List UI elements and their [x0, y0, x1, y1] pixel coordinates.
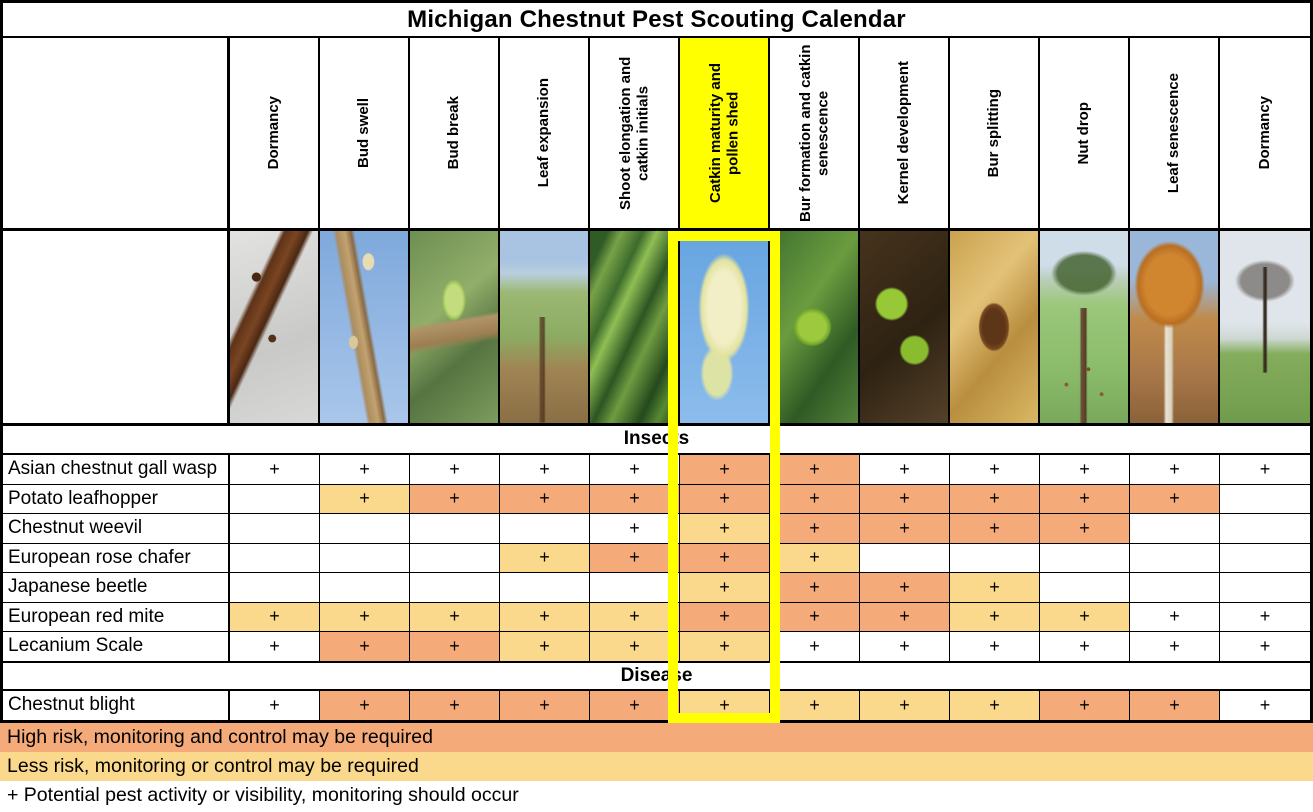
plus-mark: + — [449, 458, 460, 479]
plus-mark: + — [449, 635, 460, 656]
risk-cell-high — [860, 573, 950, 602]
risk-cell-high — [410, 632, 500, 661]
risk-cell-none — [1130, 544, 1220, 573]
risk-cell-less — [320, 485, 410, 514]
plus-mark: + — [1079, 694, 1090, 715]
stage-header-label: Kernel development — [895, 61, 913, 205]
risk-cell-high — [770, 603, 860, 632]
plus-mark: + — [539, 458, 550, 479]
plus-mark: + — [1259, 458, 1271, 479]
pest-row-label: Chestnut weevil — [3, 514, 230, 543]
risk-legend — [0, 723, 1313, 810]
risk-cell-potential — [1220, 603, 1310, 632]
risk-cell-potential — [1130, 603, 1220, 632]
risk-cell-high — [770, 485, 860, 514]
photo-cell — [770, 231, 860, 423]
pest-row-asian-chestnut-gall-wasp — [3, 455, 1310, 485]
section-header-insects: Insects — [3, 426, 1310, 455]
plus-mark: + — [809, 458, 820, 479]
stage-header-label: Nut drop — [1075, 101, 1093, 165]
risk-cell-less — [860, 691, 950, 721]
risk-cell-potential — [590, 455, 680, 484]
risk-cell-none — [1040, 573, 1130, 602]
plus-mark: + — [359, 606, 370, 627]
risk-cell-less — [950, 691, 1040, 721]
plus-mark: + — [899, 576, 910, 597]
plus-mark: + — [899, 635, 910, 656]
risk-cell-none — [410, 514, 500, 543]
plus-mark: + — [629, 458, 640, 479]
plus-mark: + — [719, 517, 730, 538]
bud-swell-twig-photo — [320, 231, 408, 423]
pest-row-potato-leafhopper — [3, 485, 1310, 515]
risk-cell-less — [770, 544, 860, 573]
plus-mark: + — [359, 488, 370, 509]
stage-header-label: Leaf senescence — [1165, 72, 1183, 194]
risk-cell-none — [950, 544, 1040, 573]
risk-cell-high — [680, 485, 770, 514]
risk-cell-potential — [410, 455, 500, 484]
risk-cell-potential — [1040, 632, 1130, 661]
plus-mark: + — [449, 606, 460, 627]
risk-cell-none — [1040, 544, 1130, 573]
dormant-twig-photo — [230, 231, 318, 423]
risk-cell-potential — [500, 455, 590, 484]
risk-cell-potential — [1220, 455, 1310, 484]
legend-row-high: High risk, monitoring and control may be required — [0, 723, 1313, 752]
plus-mark: + — [899, 458, 910, 479]
stage-header-label: Shoot elongation and catkin initials — [616, 56, 651, 210]
photo-cell — [320, 231, 410, 423]
risk-cell-less — [500, 632, 590, 661]
plus-mark: + — [1079, 458, 1090, 479]
photo-row-spacer-cell — [3, 231, 230, 423]
risk-cell-less — [950, 573, 1040, 602]
risk-cell-less — [590, 632, 680, 661]
pest-row-label: Chestnut blight — [3, 691, 230, 721]
plus-mark: + — [899, 488, 910, 509]
plus-mark: + — [719, 606, 730, 627]
plus-mark: + — [1259, 635, 1271, 656]
plus-mark: + — [539, 694, 550, 715]
photo-cell — [680, 231, 770, 423]
risk-cell-potential — [320, 455, 410, 484]
plus-mark: + — [629, 517, 640, 538]
calendar-title: Michigan Chestnut Pest Scouting Calendar — [3, 3, 1310, 38]
risk-cell-potential — [230, 691, 320, 721]
plus-mark: + — [1079, 606, 1090, 627]
risk-cell-less — [680, 632, 770, 661]
autumn-orchard-tree-photo — [1130, 231, 1218, 423]
plus-mark: + — [269, 635, 280, 656]
photo-cell — [950, 231, 1040, 423]
risk-cell-less — [950, 603, 1040, 632]
stage-header-bud-break — [410, 38, 500, 228]
risk-cell-less — [1040, 603, 1130, 632]
risk-cell-potential — [770, 632, 860, 661]
green-bur-with-leaves-photo — [770, 231, 858, 423]
plus-mark: + — [629, 547, 640, 568]
risk-cell-less — [770, 691, 860, 721]
plus-mark: + — [1169, 694, 1180, 715]
section-header-disease: Disease — [3, 662, 1310, 691]
pest-row-european-rose-chafer — [3, 544, 1310, 574]
plus-mark: + — [809, 576, 820, 597]
risk-cell-potential — [860, 632, 950, 661]
catkin-bloom-photo — [680, 231, 768, 423]
photo-cell — [590, 231, 680, 423]
risk-cell-high — [1040, 514, 1130, 543]
stage-header-label: Leaf expansion — [535, 78, 553, 188]
plus-mark: + — [809, 606, 820, 627]
risk-cell-potential — [590, 514, 680, 543]
risk-cell-high — [1040, 691, 1130, 721]
risk-cell-none — [230, 485, 320, 514]
risk-cell-none — [230, 514, 320, 543]
plus-mark: + — [1169, 488, 1180, 509]
risk-cell-none — [320, 544, 410, 573]
plus-mark: + — [539, 488, 550, 509]
plus-mark: + — [629, 694, 640, 715]
risk-cell-potential — [950, 455, 1040, 484]
plus-mark: + — [1169, 635, 1180, 656]
risk-cell-high — [320, 632, 410, 661]
pest-row-label: Japanese beetle — [3, 573, 230, 602]
risk-cell-less — [500, 544, 590, 573]
plus-mark: + — [1079, 635, 1090, 656]
plus-mark: + — [359, 458, 370, 479]
plus-mark: + — [359, 694, 370, 715]
plus-mark: + — [1169, 606, 1180, 627]
pest-row-label: European red mite — [3, 603, 230, 632]
photo-cell — [500, 231, 590, 423]
stage-header-label: Dormancy — [265, 96, 283, 170]
photo-cell — [860, 231, 950, 423]
risk-cell-high — [500, 485, 590, 514]
plus-mark: + — [719, 635, 730, 656]
plus-mark: + — [899, 517, 910, 538]
risk-cell-high — [860, 603, 950, 632]
stage-header-dormancy — [230, 38, 320, 228]
risk-cell-potential — [1220, 632, 1310, 661]
risk-cell-high — [590, 544, 680, 573]
plus-mark: + — [989, 458, 1000, 479]
plus-mark: + — [899, 606, 910, 627]
risk-cell-potential — [860, 455, 950, 484]
plus-mark: + — [809, 517, 820, 538]
plus-mark: + — [269, 458, 280, 479]
risk-cell-none — [320, 573, 410, 602]
plus-mark: + — [1259, 606, 1271, 627]
stage-header-bur-formation-and-catkin-senescence — [770, 38, 860, 228]
photo-cell — [230, 231, 320, 423]
plus-mark: + — [449, 488, 460, 509]
risk-cell-none — [410, 573, 500, 602]
risk-cell-none — [230, 544, 320, 573]
plus-mark: + — [719, 458, 730, 479]
plus-mark: + — [1079, 488, 1090, 509]
plus-mark: + — [809, 694, 820, 715]
risk-cell-high — [590, 691, 680, 721]
pest-row-label: Lecanium Scale — [3, 632, 230, 661]
plus-mark: + — [719, 694, 730, 715]
orchard-leaf-expansion-photo — [500, 231, 588, 423]
plus-mark: + — [719, 488, 730, 509]
plus-mark: + — [989, 635, 1000, 656]
plus-mark: + — [1259, 694, 1271, 715]
risk-cell-potential — [1040, 455, 1130, 484]
pest-row-chestnut-weevil — [3, 514, 1310, 544]
green-spiky-burs-photo — [860, 231, 948, 423]
risk-cell-high — [680, 603, 770, 632]
risk-cell-high — [680, 544, 770, 573]
stage-header-bur-splitting — [950, 38, 1040, 228]
plus-mark: + — [899, 694, 910, 715]
legend-row-less: Less risk, monitoring or control may be required — [0, 752, 1313, 781]
risk-cell-potential — [1130, 632, 1220, 661]
risk-cell-less — [500, 603, 590, 632]
stage-header-bud-swell — [320, 38, 410, 228]
risk-cell-potential — [230, 455, 320, 484]
stage-header-label: Bur formation and catkin senescence — [796, 44, 831, 222]
stage-header-leaf-senescence — [1130, 38, 1220, 228]
stage-header-kernel-development — [860, 38, 950, 228]
plus-mark: + — [269, 606, 280, 627]
plus-mark: + — [989, 517, 1000, 538]
risk-cell-none — [500, 514, 590, 543]
risk-cell-high — [860, 485, 950, 514]
orchard-nut-drop-photo — [1040, 231, 1128, 423]
plus-mark: + — [989, 488, 1000, 509]
stage-header-leaf-expansion — [500, 38, 590, 228]
risk-cell-none — [1130, 573, 1220, 602]
stage-header-catkin-maturity-and-pollen-shed — [680, 38, 770, 228]
plus-mark: + — [629, 635, 640, 656]
risk-cell-less — [230, 603, 320, 632]
risk-cell-none — [590, 573, 680, 602]
stage-header-label: Bud break — [445, 96, 463, 170]
stage-header-row — [3, 38, 1310, 231]
plus-mark: + — [719, 576, 730, 597]
risk-cell-high — [1040, 485, 1130, 514]
stage-header-label: Bur splitting — [985, 88, 1003, 178]
plus-mark: + — [359, 635, 370, 656]
pest-row-label: European rose chafer — [3, 544, 230, 573]
risk-cell-none — [1220, 573, 1310, 602]
photo-cell — [1130, 231, 1220, 423]
risk-cell-less — [680, 514, 770, 543]
risk-cell-none — [410, 544, 500, 573]
stage-header-label: Dormancy — [1256, 96, 1274, 170]
risk-cell-none — [860, 544, 950, 573]
plus-mark: + — [989, 576, 1000, 597]
plus-mark: + — [989, 606, 1000, 627]
calendar-sections — [3, 426, 1310, 720]
risk-cell-high — [770, 455, 860, 484]
stage-header-nut-drop — [1040, 38, 1130, 228]
risk-cell-less — [680, 573, 770, 602]
plus-mark: + — [539, 635, 550, 656]
risk-cell-none — [230, 573, 320, 602]
pest-row-chestnut-blight — [3, 691, 1310, 721]
stage-header-label: Bud swell — [355, 97, 373, 168]
risk-cell-high — [320, 691, 410, 721]
split-bur-with-nut-photo — [950, 231, 1038, 423]
risk-cell-high — [410, 485, 500, 514]
legend-row-potential: + Potential pest activity or visibility, monitoring should occur — [0, 781, 1313, 810]
pest-row-japanese-beetle — [3, 573, 1310, 603]
plus-mark: + — [539, 606, 550, 627]
plus-mark: + — [809, 488, 820, 509]
risk-cell-high — [680, 455, 770, 484]
photo-cell — [1220, 231, 1310, 423]
risk-cell-high — [950, 514, 1040, 543]
risk-cell-high — [860, 514, 950, 543]
risk-cell-none — [500, 573, 590, 602]
risk-cell-potential — [1220, 691, 1310, 721]
risk-cell-potential — [1130, 455, 1220, 484]
risk-cell-less — [320, 603, 410, 632]
stage-header-dormancy — [1220, 38, 1310, 228]
photo-cell — [410, 231, 500, 423]
risk-cell-none — [1220, 544, 1310, 573]
pest-row-lecanium-scale — [3, 632, 1310, 662]
pest-row-european-red-mite — [3, 603, 1310, 633]
plus-mark: + — [809, 547, 820, 568]
bud-break-shoot-photo — [410, 231, 498, 423]
risk-cell-none — [1220, 485, 1310, 514]
stage-header-label: Catkin maturity and pollen shed — [706, 62, 741, 204]
plus-mark: + — [1169, 458, 1180, 479]
risk-cell-less — [590, 603, 680, 632]
plus-mark: + — [629, 488, 640, 509]
risk-cell-none — [1220, 514, 1310, 543]
chestnut-leaves-photo — [590, 231, 678, 423]
plus-mark: + — [1079, 517, 1090, 538]
risk-cell-high — [770, 573, 860, 602]
plus-mark: + — [809, 635, 820, 656]
risk-cell-high — [770, 514, 860, 543]
risk-cell-high — [410, 691, 500, 721]
risk-cell-less — [680, 691, 770, 721]
risk-cell-high — [500, 691, 590, 721]
photo-cell — [1040, 231, 1130, 423]
risk-cell-potential — [230, 632, 320, 661]
stage-header-shoot-elongation-and-catkin-initials — [590, 38, 680, 228]
plus-mark: + — [629, 606, 640, 627]
risk-cell-high — [1130, 691, 1220, 721]
plus-mark: + — [989, 694, 1000, 715]
plus-mark: + — [539, 547, 550, 568]
plus-mark: + — [449, 694, 460, 715]
bare-winter-tree-photo — [1220, 231, 1310, 423]
plus-mark: + — [719, 547, 730, 568]
risk-cell-none — [1130, 514, 1220, 543]
risk-cell-high — [950, 485, 1040, 514]
risk-cell-less — [410, 603, 500, 632]
pest-row-label: Potato leafhopper — [3, 485, 230, 514]
risk-cell-none — [320, 514, 410, 543]
risk-cell-potential — [950, 632, 1040, 661]
stage-photo-row — [3, 231, 1310, 426]
risk-cell-high — [590, 485, 680, 514]
pest-row-label: Asian chestnut gall wasp — [3, 455, 230, 484]
risk-cell-high — [1130, 485, 1220, 514]
plus-mark: + — [269, 694, 280, 715]
header-spacer-cell — [3, 38, 230, 228]
